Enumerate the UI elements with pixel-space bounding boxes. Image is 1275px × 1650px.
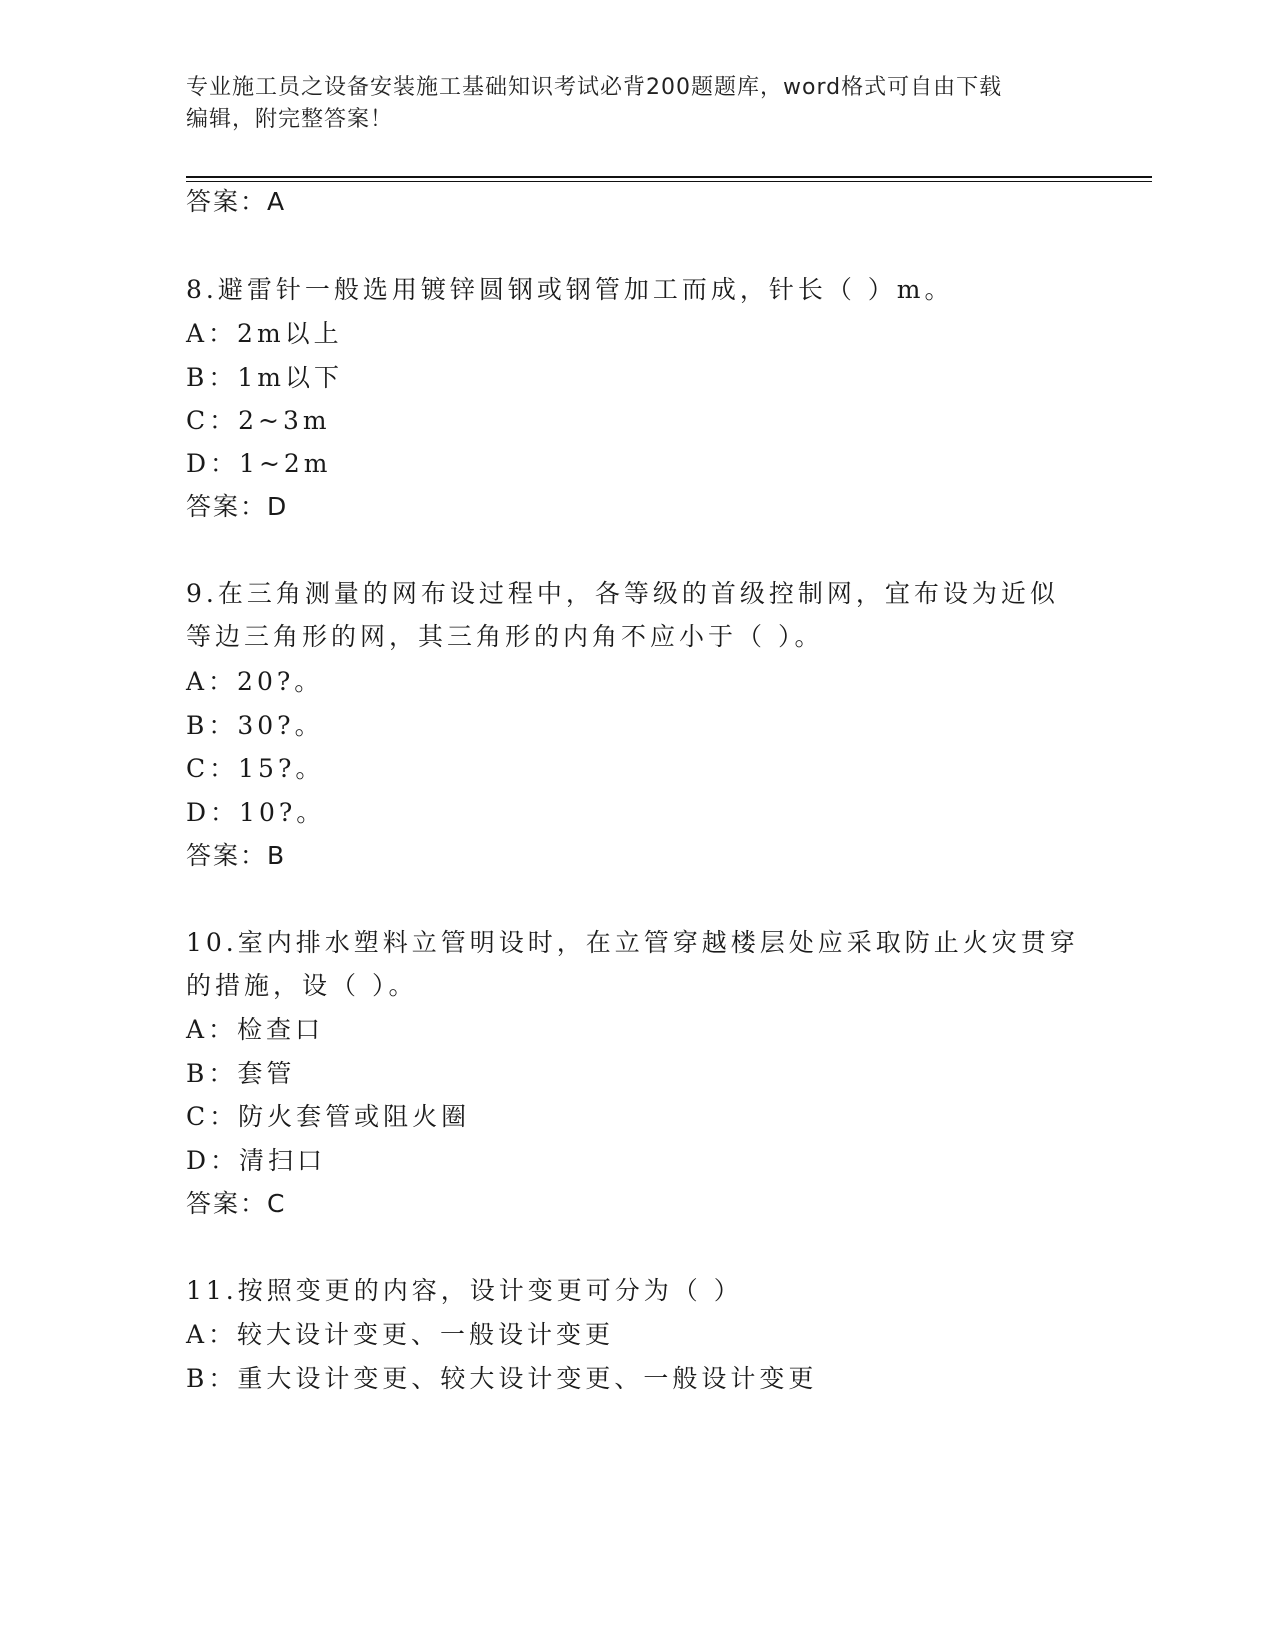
- question-10-option-a: A：检查口: [186, 1015, 325, 1044]
- question-8-option-c: C：2~3m: [186, 406, 331, 435]
- question-9-option-d: D：10?。: [186, 798, 326, 827]
- question-11-option-b: B：重大设计变更、较大设计变更、一般设计变更: [186, 1364, 818, 1393]
- question-8-option-b: B：1m以下: [186, 363, 343, 392]
- question-9-stem-line-1: 9.在三角测量的网布设过程中，各等级的首级控制网，宜布设为近似: [186, 579, 1059, 608]
- question-8-option-a: A：2m以上: [186, 319, 343, 348]
- question-10-option-d: D：清扫口: [186, 1146, 327, 1175]
- question-8-option-d: D：1~2m: [186, 449, 332, 478]
- header-rule-thick: [186, 176, 1152, 178]
- question-10-answer: 答案：C: [186, 1189, 287, 1218]
- question-8-stem: 8.避雷针一般选用镀锌圆钢或钢管加工而成，针长（ ）m。: [186, 275, 954, 304]
- header-rule-thin: [186, 181, 1152, 182]
- question-9-stem-line-2: 等边三角形的网，其三角形的内角不应小于（ ）。: [186, 622, 824, 651]
- question-10-stem-line-1: 10.室内排水塑料立管明设时，在立管穿越楼层处应采取防止火灾贯穿: [186, 928, 1079, 957]
- question-9-answer: 答案：B: [186, 841, 287, 870]
- question-11-stem: 11.按照变更的内容，设计变更可分为（ ）: [186, 1276, 743, 1305]
- question-10-stem-line-2: 的措施，设（ ）。: [186, 971, 418, 1000]
- document-header: [186, 72, 1066, 136]
- question-8-answer: 答案：D: [186, 492, 289, 521]
- question-9-option-a: A：20?。: [186, 667, 324, 696]
- question-9-option-c: C：15?。: [186, 754, 325, 783]
- header-line-2: 编辑，附完整答案！: [186, 107, 394, 132]
- header-line-1: 专业施工员之设备安装施工基础知识考试必背200题题库，word格式可自由下载: [186, 75, 1003, 100]
- question-11-option-a: A：较大设计变更、一般设计变更: [186, 1320, 615, 1349]
- question-10-option-c: C：防火套管或阻火圈: [186, 1102, 471, 1131]
- answer-prev: 答案：A: [186, 187, 287, 216]
- question-10-option-b: B：套管: [186, 1059, 296, 1088]
- question-9-option-b: B：30?。: [186, 711, 324, 740]
